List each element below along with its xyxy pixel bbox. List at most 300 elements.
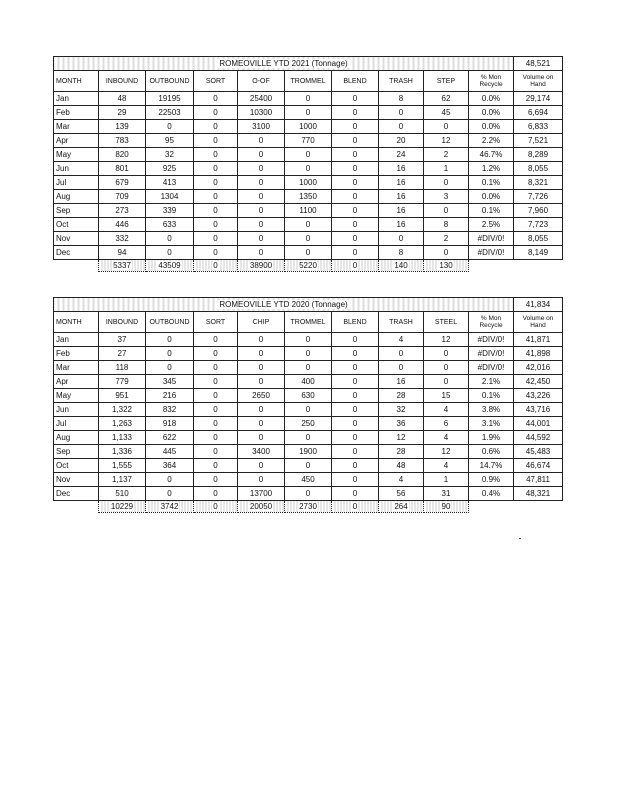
table-row [54, 148, 563, 162]
value-cell: 41,898 [514, 347, 563, 361]
total-value: 2730 [299, 501, 317, 511]
column-header: % Mon Recycle [469, 312, 514, 333]
column-header: OUTBOUND [146, 71, 194, 92]
value-cell: 41,871 [514, 333, 563, 347]
value-cell: #DIV/0! [469, 347, 514, 361]
value-cell: 0 [285, 246, 332, 260]
value-cell: 8,289 [514, 148, 563, 162]
value-cell: 0 [194, 232, 238, 246]
value-cell: 345 [146, 375, 194, 389]
value-cell: 22503 [146, 106, 194, 120]
month-cell: Dec [54, 246, 99, 260]
value-cell: 250 [285, 417, 332, 431]
column-header: MONTH [54, 312, 99, 333]
value-cell: 0 [194, 403, 238, 417]
value-cell: 273 [99, 204, 146, 218]
value-cell: 44,001 [514, 417, 563, 431]
value-cell: 3400 [238, 445, 285, 459]
value-cell: 28 [379, 445, 424, 459]
value-cell: 7,960 [514, 204, 563, 218]
column-header: MONTH [54, 71, 99, 92]
month-cell: Nov [54, 232, 99, 246]
value-cell: 0 [194, 92, 238, 106]
total-value: 0 [352, 260, 358, 270]
value-cell: 8,055 [514, 232, 563, 246]
value-cell: 0.1% [469, 204, 514, 218]
total-cell [379, 260, 424, 272]
value-cell: 364 [146, 459, 194, 473]
month-cell: Aug [54, 431, 99, 445]
value-cell: 0.9% [469, 473, 514, 487]
value-cell: 0 [379, 120, 424, 134]
value-cell: 0 [379, 106, 424, 120]
total-value: 264 [394, 501, 408, 511]
value-cell: 3100 [238, 120, 285, 134]
table-2020-title-row [54, 298, 563, 312]
value-cell: 1.2% [469, 162, 514, 176]
value-cell: 4 [379, 473, 424, 487]
value-cell: 0 [332, 459, 379, 473]
total-cell [146, 501, 194, 513]
value-cell: 400 [285, 375, 332, 389]
total-value: 3742 [160, 501, 179, 511]
value-cell: 4 [424, 403, 469, 417]
value-cell: 1,133 [99, 431, 146, 445]
value-cell: 0 [332, 246, 379, 260]
value-cell: 3 [424, 190, 469, 204]
value-cell: 510 [99, 487, 146, 501]
value-cell: 0 [238, 375, 285, 389]
value-cell: 28 [379, 389, 424, 403]
total-value: 0 [352, 501, 358, 511]
value-cell: 2.2% [469, 134, 514, 148]
value-cell: 0 [238, 246, 285, 260]
table-2021-header-row [54, 71, 563, 92]
value-cell: 0 [424, 347, 469, 361]
table-2021 [53, 56, 563, 272]
total-value: 0 [213, 260, 218, 270]
value-cell: 16 [379, 176, 424, 190]
table-row [54, 375, 563, 389]
total-value: 0 [213, 501, 218, 511]
totals-spacer [514, 260, 563, 272]
value-cell: 1,137 [99, 473, 146, 487]
value-cell: 42,450 [514, 375, 563, 389]
column-header: INBOUND [99, 71, 146, 92]
value-cell: 0 [285, 459, 332, 473]
value-cell: 0 [194, 473, 238, 487]
totals-spacer [514, 501, 563, 513]
value-cell: 46,674 [514, 459, 563, 473]
value-cell: 0 [146, 361, 194, 375]
total-value: 5220 [299, 260, 317, 270]
value-cell: 8 [379, 246, 424, 260]
table-row [54, 487, 563, 501]
value-cell: 0 [379, 232, 424, 246]
month-cell: Jun [54, 162, 99, 176]
value-cell: 4 [424, 459, 469, 473]
value-cell: 12 [424, 134, 469, 148]
table-row [54, 106, 563, 120]
total-cell [424, 501, 469, 513]
month-cell: Mar [54, 120, 99, 134]
value-cell: 1,336 [99, 445, 146, 459]
value-cell: 3.1% [469, 417, 514, 431]
value-cell: 42,016 [514, 361, 563, 375]
value-cell: 633 [146, 218, 194, 232]
value-cell: 3.8% [469, 403, 514, 417]
value-cell: 0 [194, 361, 238, 375]
value-cell: 8 [379, 92, 424, 106]
value-cell: 0 [146, 487, 194, 501]
value-cell: 12 [424, 333, 469, 347]
table-2020 [53, 297, 563, 513]
value-cell: 46.7% [469, 148, 514, 162]
value-cell: 16 [379, 190, 424, 204]
value-cell: 0 [332, 190, 379, 204]
column-header: TROMMEL [285, 312, 332, 333]
value-cell: 0 [332, 204, 379, 218]
value-cell: 0 [332, 218, 379, 232]
value-cell: 45 [424, 106, 469, 120]
value-cell: 0.1% [469, 176, 514, 190]
value-cell: 8,321 [514, 176, 563, 190]
value-cell: 36 [379, 417, 424, 431]
value-cell: 0 [285, 333, 332, 347]
value-cell: 16 [379, 162, 424, 176]
month-cell: Oct [54, 218, 99, 232]
value-cell: 0 [194, 389, 238, 403]
value-cell: 0 [332, 417, 379, 431]
value-cell: 0 [285, 106, 332, 120]
value-cell: 24 [379, 148, 424, 162]
table-row [54, 431, 563, 445]
column-header: BLEND [332, 312, 379, 333]
value-cell: 6 [424, 417, 469, 431]
table-row [54, 445, 563, 459]
column-header: SORT [194, 71, 238, 92]
value-cell: 445 [146, 445, 194, 459]
value-cell: 0 [285, 92, 332, 106]
month-cell: Dec [54, 487, 99, 501]
total-value: 130 [439, 260, 453, 270]
value-cell: 7,723 [514, 218, 563, 232]
value-cell: 951 [99, 389, 146, 403]
value-cell: 14.7% [469, 459, 514, 473]
value-cell: 0 [194, 106, 238, 120]
column-header: OUTBOUND [146, 312, 194, 333]
value-cell: 8 [424, 218, 469, 232]
column-header: SORT [194, 312, 238, 333]
table-row [54, 347, 563, 361]
value-cell: 0 [332, 389, 379, 403]
value-cell: 20 [379, 134, 424, 148]
value-cell: 709 [99, 190, 146, 204]
value-cell: 1,555 [99, 459, 146, 473]
column-header: O-OF [238, 71, 285, 92]
value-cell: 0 [332, 148, 379, 162]
table-row [54, 417, 563, 431]
value-cell: #DIV/0! [469, 333, 514, 347]
value-cell: 16 [379, 375, 424, 389]
value-cell: 4 [379, 333, 424, 347]
value-cell: 0 [332, 106, 379, 120]
table-row [54, 473, 563, 487]
value-cell: 0 [194, 375, 238, 389]
total-cell [238, 260, 285, 272]
value-cell: 0 [332, 375, 379, 389]
table-2020-title-total: 41,834 [514, 298, 563, 312]
value-cell: 139 [99, 120, 146, 134]
value-cell: 48 [99, 92, 146, 106]
value-cell: 47,811 [514, 473, 563, 487]
value-cell: 43,226 [514, 389, 563, 403]
value-cell: 1304 [146, 190, 194, 204]
total-cell [379, 501, 424, 513]
total-value: 90 [441, 501, 451, 511]
value-cell: 1,263 [99, 417, 146, 431]
value-cell: 0.0% [469, 190, 514, 204]
month-cell: Aug [54, 190, 99, 204]
table-row [54, 190, 563, 204]
total-value: 10229 [110, 501, 134, 511]
column-header: % Mon Recycle [469, 71, 514, 92]
column-header: Volume on Hand [514, 71, 563, 92]
total-cell [332, 260, 379, 272]
value-cell: 0 [238, 148, 285, 162]
value-cell: 0 [379, 361, 424, 375]
value-cell: 0 [238, 431, 285, 445]
value-cell: 0 [238, 162, 285, 176]
total-value: 43509 [158, 260, 181, 270]
value-cell: 0 [332, 361, 379, 375]
value-cell: 0 [238, 176, 285, 190]
month-cell: Jun [54, 403, 99, 417]
table-row [54, 204, 563, 218]
value-cell: 0 [332, 431, 379, 445]
value-cell: 0 [194, 176, 238, 190]
value-cell: 0 [238, 361, 285, 375]
total-cell [99, 260, 146, 272]
value-cell: 0.4% [469, 487, 514, 501]
value-cell: 16 [379, 218, 424, 232]
value-cell: 48,321 [514, 487, 563, 501]
value-cell: 832 [146, 403, 194, 417]
value-cell: 1 [424, 473, 469, 487]
month-cell: Mar [54, 361, 99, 375]
value-cell: 4 [424, 431, 469, 445]
table-2020-totals-row [54, 501, 563, 513]
table-2020-title: ROMEOVILLE YTD 2020 (Tonnage) [219, 299, 348, 309]
value-cell: 0 [238, 232, 285, 246]
value-cell: 0 [332, 347, 379, 361]
total-cell [424, 260, 469, 272]
value-cell: 0 [285, 232, 332, 246]
value-cell: 1100 [285, 204, 332, 218]
value-cell: 0 [285, 347, 332, 361]
total-cell [285, 260, 332, 272]
value-cell: 10300 [238, 106, 285, 120]
total-cell [194, 260, 238, 272]
value-cell: 1000 [285, 120, 332, 134]
value-cell: 925 [146, 162, 194, 176]
table-2020-body [54, 333, 563, 501]
value-cell: 37 [99, 333, 146, 347]
value-cell: 29,174 [514, 92, 563, 106]
value-cell: 0.0% [469, 92, 514, 106]
scan-speck [519, 538, 521, 539]
value-cell: #DIV/0! [469, 232, 514, 246]
value-cell: 0 [238, 417, 285, 431]
month-cell: Jan [54, 92, 99, 106]
value-cell: 0 [194, 190, 238, 204]
value-cell: 2.1% [469, 375, 514, 389]
value-cell: 32 [146, 148, 194, 162]
value-cell: 0 [194, 333, 238, 347]
totals-spacer [54, 501, 99, 513]
value-cell: 0 [332, 232, 379, 246]
value-cell: 0 [238, 190, 285, 204]
table-row [54, 403, 563, 417]
total-value: 20050 [249, 501, 273, 511]
value-cell: 413 [146, 176, 194, 190]
table-title-cell [54, 57, 514, 71]
value-cell: 1,322 [99, 403, 146, 417]
value-cell: 0 [194, 246, 238, 260]
value-cell: 25400 [238, 92, 285, 106]
value-cell: 0 [146, 473, 194, 487]
total-value: 38900 [249, 260, 273, 270]
value-cell: 6,694 [514, 106, 563, 120]
table-row [54, 459, 563, 473]
column-header: TRASH [379, 312, 424, 333]
value-cell: 12 [379, 431, 424, 445]
column-header: STEP [424, 71, 469, 92]
value-cell: 0.0% [469, 120, 514, 134]
value-cell: 32 [379, 403, 424, 417]
value-cell: 1.9% [469, 431, 514, 445]
table-row [54, 92, 563, 106]
value-cell: 0 [238, 403, 285, 417]
column-header: TROMMEL [285, 71, 332, 92]
value-cell: 0 [424, 375, 469, 389]
column-header: CHIP [238, 312, 285, 333]
value-cell: 0 [194, 347, 238, 361]
value-cell: 783 [99, 134, 146, 148]
value-cell: 0 [332, 333, 379, 347]
value-cell: 0 [332, 473, 379, 487]
value-cell: 770 [285, 134, 332, 148]
value-cell: 0 [238, 459, 285, 473]
column-header: BLEND [332, 71, 379, 92]
table-2021-title: ROMEOVILLE YTD 2021 (Tonnage) [219, 58, 348, 68]
value-cell: 7,726 [514, 190, 563, 204]
value-cell: 118 [99, 361, 146, 375]
value-cell: 7,521 [514, 134, 563, 148]
value-cell: 0 [285, 403, 332, 417]
month-cell: Sep [54, 204, 99, 218]
value-cell: 48 [379, 459, 424, 473]
value-cell: 2650 [238, 389, 285, 403]
value-cell: 450 [285, 473, 332, 487]
value-cell: 12 [424, 445, 469, 459]
value-cell: 0 [332, 162, 379, 176]
value-cell: 0 [146, 246, 194, 260]
value-cell: #DIV/0! [469, 361, 514, 375]
value-cell: #DIV/0! [469, 246, 514, 260]
month-cell: Sep [54, 445, 99, 459]
table-row [54, 134, 563, 148]
month-cell: Apr [54, 375, 99, 389]
value-cell: 0 [194, 445, 238, 459]
table-row [54, 333, 563, 347]
month-cell: Feb [54, 347, 99, 361]
value-cell: 0 [194, 218, 238, 232]
table-row [54, 232, 563, 246]
value-cell: 2 [424, 148, 469, 162]
table-row [54, 246, 563, 260]
value-cell: 2 [424, 232, 469, 246]
total-cell [238, 501, 285, 513]
value-cell: 0 [424, 361, 469, 375]
value-cell: 62 [424, 92, 469, 106]
value-cell: 0 [285, 361, 332, 375]
total-cell [146, 260, 194, 272]
value-cell: 1900 [285, 445, 332, 459]
value-cell: 1000 [285, 176, 332, 190]
value-cell: 0 [194, 431, 238, 445]
table-row [54, 218, 563, 232]
month-cell: Nov [54, 473, 99, 487]
value-cell: 0 [194, 417, 238, 431]
value-cell: 216 [146, 389, 194, 403]
value-cell: 2.5% [469, 218, 514, 232]
value-cell: 45,483 [514, 445, 563, 459]
value-cell: 31 [424, 487, 469, 501]
value-cell: 0 [332, 487, 379, 501]
value-cell: 0 [332, 92, 379, 106]
value-cell: 0 [424, 176, 469, 190]
value-cell: 0 [285, 162, 332, 176]
table-row [54, 162, 563, 176]
value-cell: 622 [146, 431, 194, 445]
totals-spacer [469, 501, 514, 513]
value-cell: 0 [285, 431, 332, 445]
value-cell: 446 [99, 218, 146, 232]
value-cell: 0.1% [469, 389, 514, 403]
table-row [54, 361, 563, 375]
value-cell: 6,833 [514, 120, 563, 134]
value-cell: 0 [194, 487, 238, 501]
month-cell: Jul [54, 417, 99, 431]
table-title-cell [54, 298, 514, 312]
value-cell: 29 [99, 106, 146, 120]
value-cell: 0 [379, 347, 424, 361]
value-cell: 16 [379, 204, 424, 218]
value-cell: 0 [285, 487, 332, 501]
value-cell: 27 [99, 347, 146, 361]
value-cell: 0 [424, 204, 469, 218]
value-cell: 918 [146, 417, 194, 431]
totals-spacer [54, 260, 99, 272]
value-cell: 679 [99, 176, 146, 190]
month-cell: Jan [54, 333, 99, 347]
value-cell: 0 [238, 218, 285, 232]
value-cell: 0 [285, 218, 332, 232]
month-cell: Feb [54, 106, 99, 120]
value-cell: 0 [146, 232, 194, 246]
total-cell [99, 501, 146, 513]
